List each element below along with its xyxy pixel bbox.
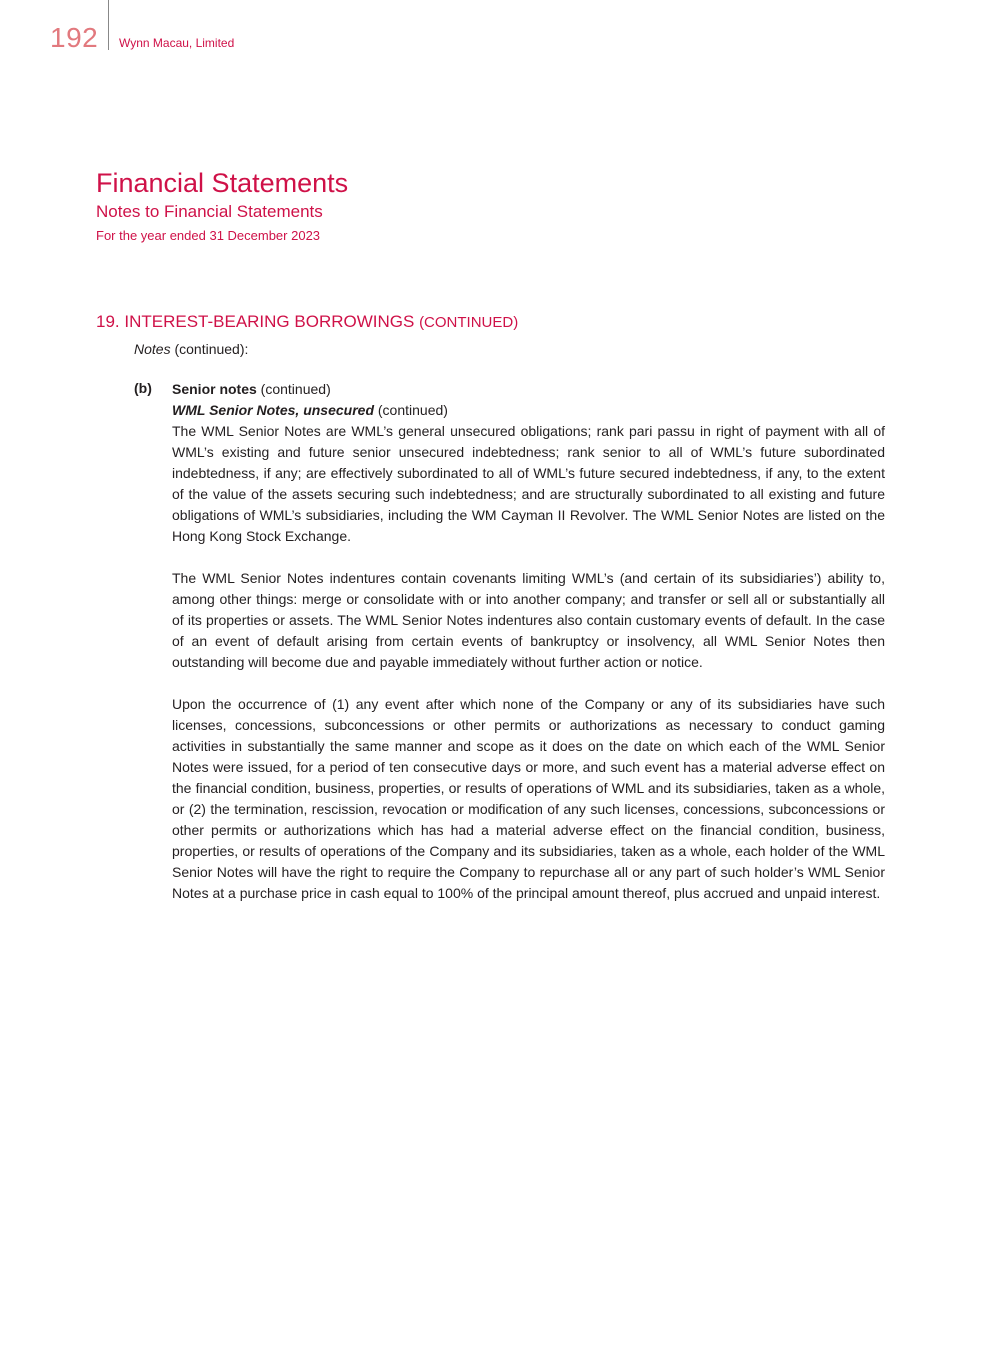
note-heading <box>96 311 518 333</box>
note-heading-title: 19. INTEREST-BEARING BORROWINGS <box>96 312 415 331</box>
note-heading-suffix: (CONTINUED) <box>419 314 519 331</box>
item-title-rest: (continued) <box>256 381 331 397</box>
notes-label <box>134 340 248 358</box>
item-marker: (b) <box>134 380 152 396</box>
section-period: For the year ended 31 December 2023 <box>96 228 321 243</box>
item-subtitle-rest: (continued) <box>374 402 448 418</box>
page-number: 192 <box>50 22 99 53</box>
item-subtitle <box>172 400 885 421</box>
section-subtitle: Notes to Financial Statements <box>96 202 323 221</box>
paragraph-3: Upon the occurrence of (1) any event after which none of the Company or any of its subsidiaries have such licenses, concessions, subconcessions or other permits or authorizations as necessary to conduct gaming activities in substantially the same manner and scope as it does on the date on which each of the WML Senior Notes were issued, for a period of ten consecutive days or more, and such event has a material adverse effect on the financial condition, business, properties, or results of operations of WML and its subsidiaries, taken as a whole, or (2) the termination, rescission, revocation or modification of any such licenses, concessions, subconcessions or other permits or authorizations which has had a material adverse effect on the financial condition, business, properties, or results of operations of the Company and its subsidiaries, taken as a whole, each holder of the WML Senior Notes will have the right to require the Company to repurchase all or any part of such holder’s WML Senior Notes at a purchase price in cash equal to 100% of the principal amount thereof, plus accrued and unpaid interest. <box>172 696 885 901</box>
company-name: Wynn Macau, Limited <box>119 36 235 50</box>
section-title: Financial Statements <box>96 168 349 198</box>
item-body <box>172 379 885 904</box>
item-title <box>172 379 885 400</box>
notes-label-rest: (continued): <box>170 341 249 357</box>
header-divider <box>108 0 109 50</box>
notes-label-italic: Notes <box>134 341 171 357</box>
item-title-bold: Senior notes <box>172 381 257 397</box>
item-subtitle-bold-italic: WML Senior Notes, unsecured <box>172 402 374 418</box>
paragraph-1: The WML Senior Notes are WML’s general unsecured obligations; rank pari passu in right of payment with all of WML’s existing and future senior unsecured indebtedness; rank senior to all of WML’s future subordinated indebtedness, if any; are effectively subordinated to all of WML’s future secured indebtedness, if any, to the extent of the value of the assets securing such indebtedness; and are structurally subordinated to all existing and future obligations of WML’s subsidiaries, including the WM Cayman II Revolver. The WML Senior Notes are listed on the Hong Kong Stock Exchange. <box>172 423 885 544</box>
paragraph-2: The WML Senior Notes indentures contain covenants limiting WML’s (and certain of its subsidiaries’) ability to, among other things: merge or consolidate with or into another company; and transfer or sell all or substantially all of its properties or assets. The WML Senior Notes indentures also contain customary events of default. In the case of an event of default arising from certain events of bankruptcy or insolvency, all WML Senior Notes then outstanding will become due and payable immediately without further action or notice. <box>172 570 885 670</box>
